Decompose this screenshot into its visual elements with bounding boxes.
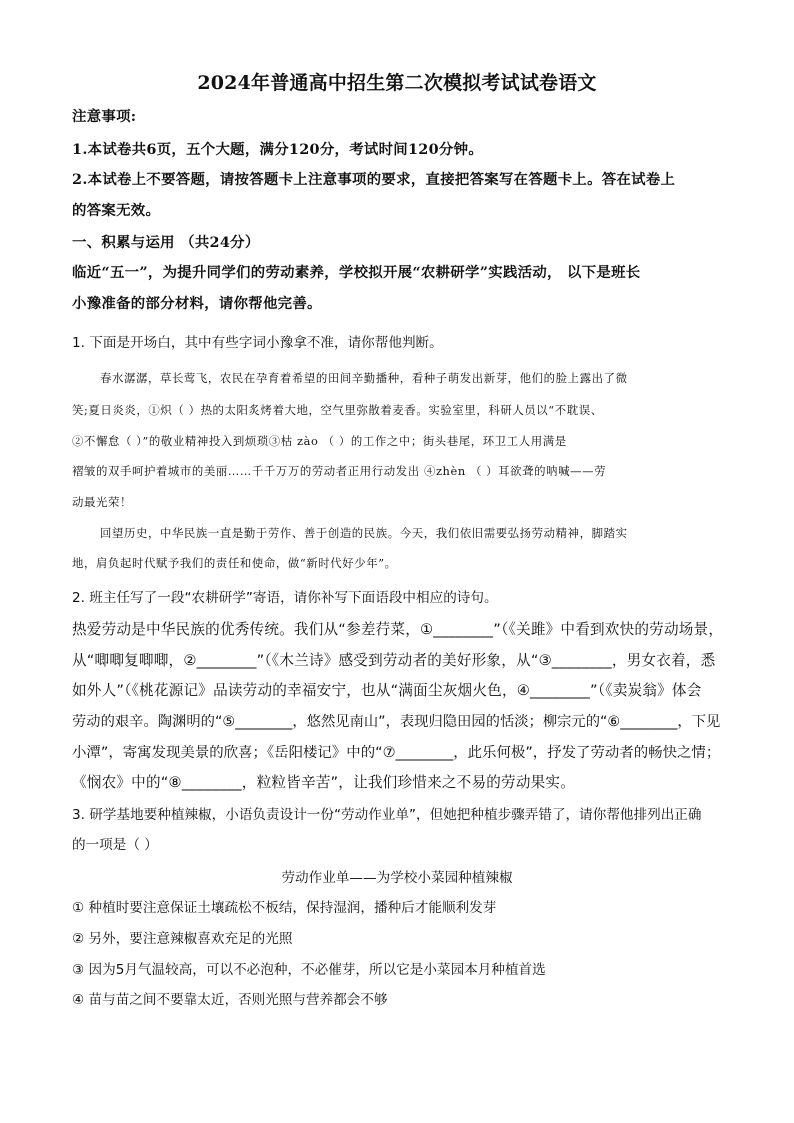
fill-in-line: 热爱劳动是中华民族的优秀传统。我们从“参差荇菜，①________”（《关雎》中看到欢快的劳动场景， <box>72 621 724 638</box>
question-3-stem: 3. 研学基地要种植辣椒，小语负责设计一份“劳动作业单”，但她把种植步骤弄错了，请你帮他排列出正确 <box>72 807 702 823</box>
step-item: ④ 苗与苗之间不要靠太近，否则光照与营养都会不够 <box>72 992 388 1008</box>
notice-heading: 注意事项: <box>72 108 137 125</box>
step-item: ③ 因为5月气温较高，可以不必泡种，不必催芽，所以它是小菜园本月种植首选 <box>72 962 546 978</box>
passage-line: 动最光荣！ <box>72 495 132 509</box>
passage-line: 回望历史，中华民族一直是勤于劳作、善于创造的民族。今天，我们依旧需要弘扬劳动精神，脚踏实 <box>100 526 628 540</box>
notice-item-2-cont: 的答案无效。 <box>72 202 161 219</box>
fill-in-line: 如外人”（《桃花源记》品读劳动的幸福安宁，也从“满面尘灰烟火色，④________”（《卖炭翁》体会 <box>72 682 702 699</box>
question-1-stem: 1. 下面是开场白，其中有些字词小豫拿不准，请你帮他判断。 <box>72 335 443 351</box>
passage-line: ②不懈怠（ ）”的敬业精神投入到烦琐③枯 zào （ ）的工作之中；街头巷尾，环卫工人用满是 <box>72 434 567 448</box>
fill-in-line: 从“唧唧复唧唧，②________”（《木兰诗》感受到劳动者的美好形象，从“③________，男女衣着，悉 <box>72 652 716 669</box>
section-heading: 一、积累与运用 （共24分） <box>72 234 260 251</box>
question-3-stem-cont: 的一项是（ ） <box>72 837 158 853</box>
fill-in-line: 劳动的艰辛。陶渊明的“⑤________，悠然见南山”，表现归隐田园的恬淡；柳宗元的“⑥________，下见 <box>72 714 721 730</box>
passage-line: 笑;夏日炎炎，①炽（ ）热的太阳炙烤着大地，空气里弥散着麦香。实验室里，科研人员以“不耽误、 <box>72 403 603 417</box>
notice-item-1: 1.本试卷共6页，五个大题，满分120分，考试时间120分钟。 <box>72 141 484 158</box>
section-intro-cont: 小豫准备的部分材料，请你帮他完善。 <box>72 295 322 312</box>
question-2-stem: 2. 班主任写了一段“农耕研学”寄语，请你补写下面语段中相应的诗句。 <box>72 590 498 606</box>
fill-in-line: 小潭”，寄寓发现美景的欣喜；《岳阳楼记》中的“⑦________，此乐何极”，抒发了劳动者的畅快之情； <box>72 745 721 761</box>
passage-line: 褶皱的双手呵护着城市的美丽……千千万万的劳动者正用行动发出 ④zhèn （ ）耳欲聋的呐喊——劳 <box>72 464 607 478</box>
fill-in-line: 《悯农》中的“⑧________，粒粒皆辛苦”，让我们珍惜来之不易的劳动果实。 <box>72 774 576 791</box>
section-intro: 临近“五一”，为提升同学们的劳动素养，学校拟开展“农耕研学”实践活动， 以下是班长 <box>72 264 641 281</box>
worksheet-title: 劳动作业单——为学校小菜园种植辣椒 <box>281 870 513 886</box>
notice-item-2: 2.本试卷上不要答题，请按答题卡上注意事项的要求，直接把答案写在答题卡上。答在试卷上 <box>72 171 676 188</box>
page-title: 2024年普通高中招生第二次模拟考试试卷语文 <box>197 72 597 94</box>
step-item: ② 另外，要注意辣椒喜欢充足的光照 <box>72 931 293 947</box>
passage-line: 春水潺潺，草长莺飞，农民在孕育着希望的田间辛勤播种，看种子萌发出新芽，他们的脸上露出了微 <box>100 371 628 385</box>
passage-line: 地，肩负起时代赋予我们的责任和使命，做“新时代好少年”。 <box>72 556 397 570</box>
step-item: ① 种植时要注意保证土壤疏松不板结，保持湿润，播种后才能顺利发芽 <box>72 900 497 916</box>
